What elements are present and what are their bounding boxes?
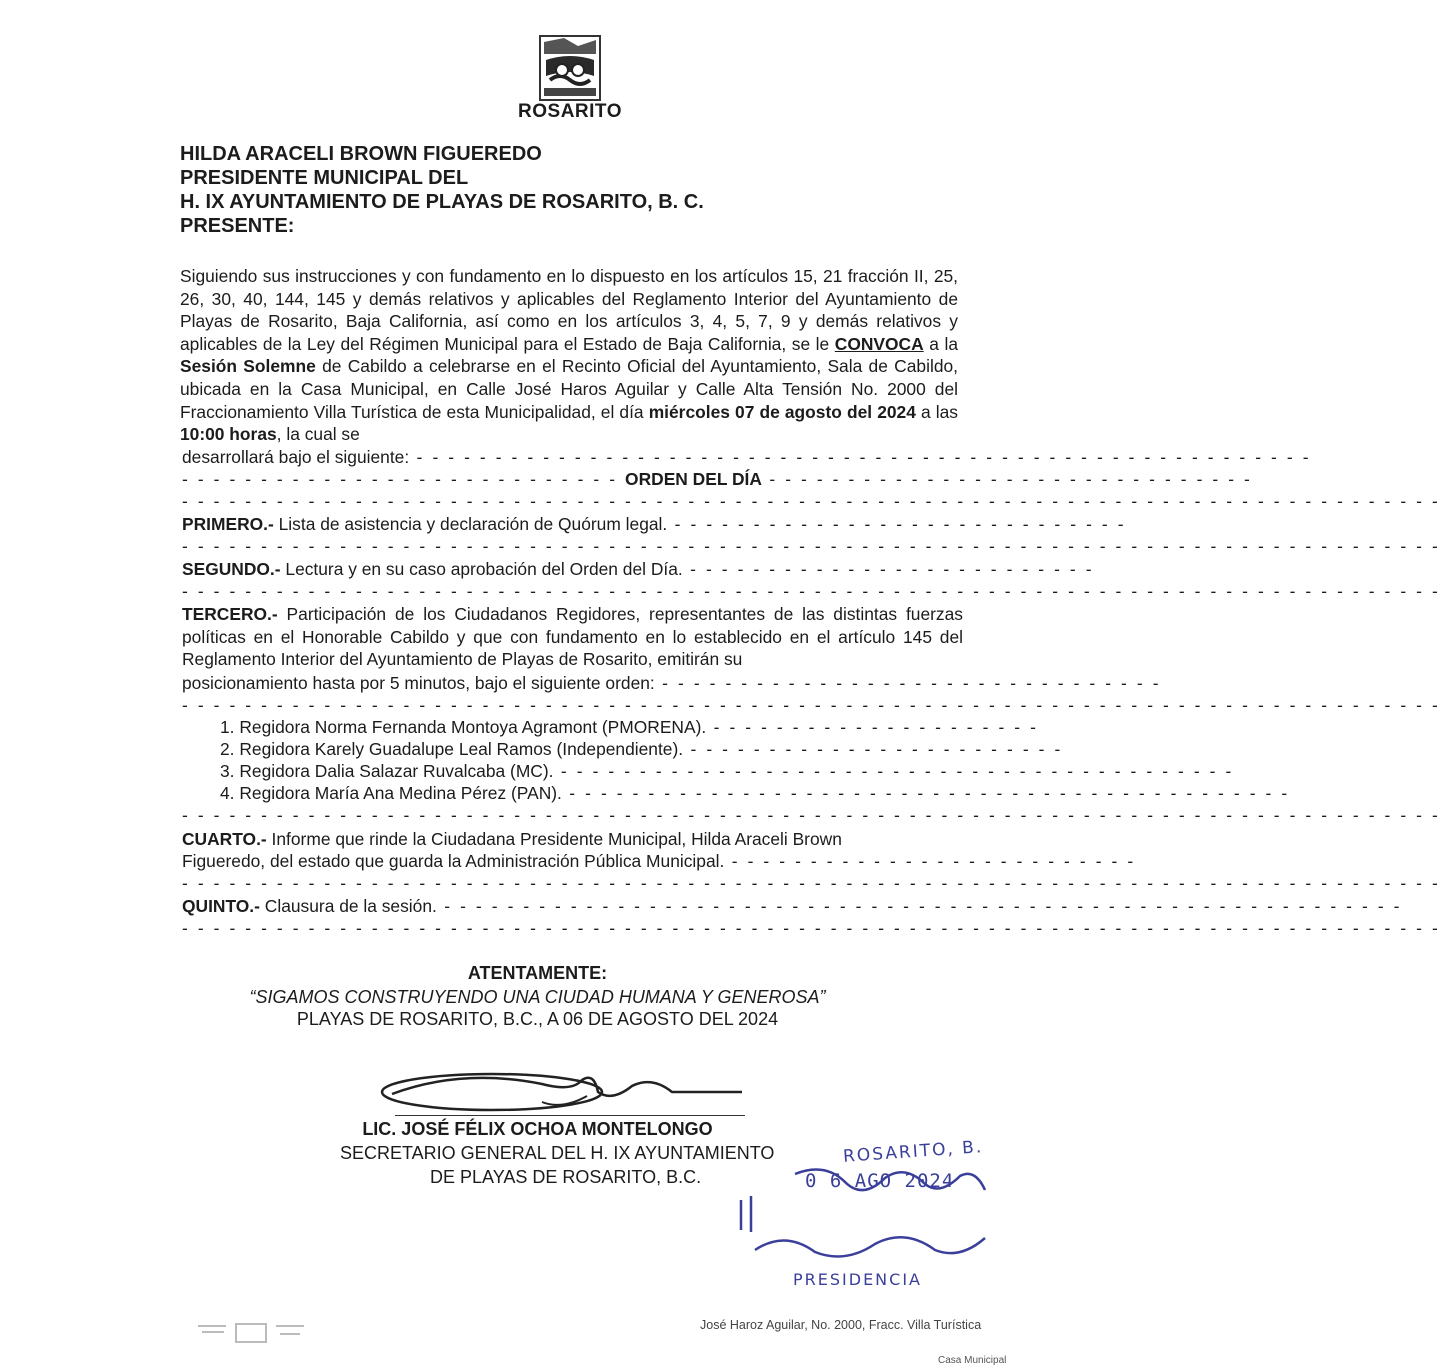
separator: - - - - - - - - - - - - - - - - - - - - - - - - - - - - - - - - - - - - - - - - - - - - - - - - - - - - - - - - - - - - - - - - - - - - - - - - - - - - - - - - xyxy=(182,873,1440,893)
logo-wordmark: ROSARITO xyxy=(518,101,622,122)
separator: - - - - - - - - - - - - - - - - - - - - - - - - - - - - - - - - - - - - - - - - - - - - - - - - - - - - - - - - - - - - - - - - - - - - - - - - - - - - - - - - xyxy=(182,918,1440,938)
footer-address: José Haroz Aguilar, No. 2000, Fracc. Villa Turística xyxy=(700,1318,982,1332)
signature-rule xyxy=(395,1115,745,1116)
signature-icon xyxy=(372,1062,752,1122)
stamp-date: 0 6 AGO 2024 xyxy=(805,1170,955,1192)
closing-atentamente: ATENTAMENTE: xyxy=(467,963,608,983)
item-cuarto: CUARTO.- Informe que rinde la Ciudadana Presidente Municipal, Hilda Araceli Brown xyxy=(182,829,842,849)
item-tercero-last: posicionamiento hasta por 5 minutos, bajo el siguiente orden: - - - - - - - - - - - - - - - - - - - - - - - - - - - - - - - - xyxy=(182,673,1162,693)
separator: - - - - - - - - - - - - - - - - - - - - - - - - - - - - - - - - - - - - - - - - - - - - - - - - - - - - - - - - - - - - - - - - - - - - - - - - - - - - - - - - xyxy=(182,491,1440,511)
list-item: 2. Regidora Karely Guadalupe Leal Ramos (Independiente). - - - - - - - - - - - - - - - - - - - - - - - - xyxy=(220,739,1063,759)
session-date: miércoles 07 de agosto del 2024 xyxy=(648,401,916,422)
addressee-title: PRESIDENTE MUNICIPAL DEL xyxy=(180,167,469,189)
watermark-icon xyxy=(196,1316,306,1348)
item-cuarto-last: Figueredo, del estado que guarda la Administración Pública Municipal. - - - - - - - - - - - - - - - - - - - - - - - - - - xyxy=(182,851,1136,871)
session-time: 10:00 horas xyxy=(180,424,277,445)
item-primero: PRIMERO.- Lista de asistencia y declaración de Quórum legal. - - - - - - - - - - - - - - - - - - - - - - - - - - - - - xyxy=(182,514,1127,534)
item-segundo: SEGUNDO.- Lectura y en su caso aprobación del Orden del Día. - - - - - - - - - - - - - - - - - - - - - - - - - - xyxy=(182,559,1095,579)
stamp-top: ROSARITO, B. xyxy=(842,1137,984,1167)
signer-title-2: DE PLAYAS DE ROSARITO, B.C. xyxy=(430,1167,702,1187)
list-item: 3. Regidora Dalia Salazar Ruvalcaba (MC). - - - - - - - - - - - - - - - - - - - - - - - - - - - - - - - - - - - - - - - - - - - xyxy=(220,761,1234,781)
separator: - - - - - - - - - - - - - - - - - - - - - - - - - - - - - - - - - - - - - - - - - - - - - - - - - - - - - - - - - - - - - - - - - - - - - - - - - - - - - - - - xyxy=(182,536,1440,556)
convocatoria-paragraph: Siguiendo sus instrucciones y con fundamento en lo dispuesto en los artículos 15, 21 fracción II, 25, 26, 30, 40, 144, 145 y demás relativos y aplicables del Reglamento Interior del Ayuntamiento de Playas de Rosarito, Baja California, así como en los artículos 3, 4, 5, 7, 9 y demás relativos y aplicables de la Ley del Régimen Municipal para el Estado de Baja California, se le CONVOCA a la Sesión Solemne de Cabildo a celebrarse en el Recinto Oficial del Ayuntamiento, Sala de Cabildo, ubicada en la Casa Municipal, en Calle José Haros Aguilar y Calle Alta Tensión No. 2000 del Fraccionamiento Villa Turística de esta Municipalidad, el día miércoles 07 de agosto del 2024 a las 10:00 horas, la cual se xyxy=(180,266,959,445)
separator: - - - - - - - - - - - - - - - - - - - - - - - - - - - - - - - - - - - - - - - - - - - - - - - - - - - - - - - - - - - - - - - - - - - - - - - - - - - - - - - - xyxy=(182,581,1440,601)
item-quinto: QUINTO.- Clausura de la sesión. - - - - - - - - - - - - - - - - - - - - - - - - - - - - - - - - - - - - - - - - - - - - - - - - - - - - - - - - - - - - - xyxy=(182,896,1403,916)
orden-title: ORDEN DEL DÍA xyxy=(625,469,762,489)
separator: - - - - - - - - - - - - - - - - - - - - - - - - - - - - - - - - - - - - - - - - - - - - - - - - - - - - - - - - - - - - - - - - - - - - - - - - - - - - - - - - xyxy=(182,695,1440,715)
list-item: 1. Regidora Norma Fernanda Montoya Agramont (PMORENA). - - - - - - - - - - - - - - - - - - - - - xyxy=(220,717,1039,737)
stamp-bottom: PRESIDENCIA xyxy=(793,1270,922,1289)
separator: - - - - - - - - - - - - - - - - - - - - - - - - - - - - - - - - - - - - - - - - - - - - - - - - - - - - - - - - - - - - - - - - - - - - - - - - - - - - - - - - xyxy=(182,805,1440,825)
addressee-presente: PRESENTE: xyxy=(180,215,295,237)
closing-lema: “SIGAMOS CONSTRUYENDO UNA CIUDAD HUMANA Y GENEROSA” xyxy=(249,987,826,1007)
signer-name: LIC. JOSÉ FÉLIX OCHOA MONTELONGO xyxy=(362,1119,713,1139)
footer-casa: Casa Municipal xyxy=(938,1355,1007,1366)
convoca-keyword: CONVOCA xyxy=(834,333,924,354)
paragraph-last-line: desarrollará bajo el siguiente: - - - - - - - - - - - - - - - - - - - - - - - - - - - - - - - - - - - - - - - - - - - - - - - - - - - - - - - - - xyxy=(182,447,1312,467)
signer-title-1: SECRETARIO GENERAL DEL H. IX AYUNTAMIENTO xyxy=(340,1143,775,1163)
received-stamp xyxy=(735,1130,1015,1295)
addressee-name: HILDA ARACELI BROWN FIGUEREDO xyxy=(180,143,542,165)
item-tercero: TERCERO.- Participación de los Ciudadanos Regidores, representantes de las distintas fuerzas políticas en el Honorable Cabildo y que con fundamento en lo establecido en el artículo 145 del Reglamento Interior del Ayuntamiento de Playas de Rosarito, emitirán su xyxy=(182,604,963,670)
list-item: 4. Regidora María Ana Medina Pérez (PAN). - - - - - - - - - - - - - - - - - - - - - - - - - - - - - - - - - - - - - - - - - - - - - - xyxy=(220,783,1290,803)
session-type: Sesión Solemne xyxy=(180,356,316,377)
orden-title-line: - - - - - - - - - - - - - - - - - - - - - - - - - - - - ORDEN DEL DÍA - - - - - - - - - - - - - - - - - - - - - - - - - - - - - - - xyxy=(182,469,1253,489)
addressee-institution: H. IX AYUNTAMIENTO DE PLAYAS DE ROSARITO, B. C. xyxy=(180,191,704,213)
closing-place-date: PLAYAS DE ROSARITO, B.C., A 06 DE AGOSTO DEL 2024 xyxy=(296,1009,779,1029)
